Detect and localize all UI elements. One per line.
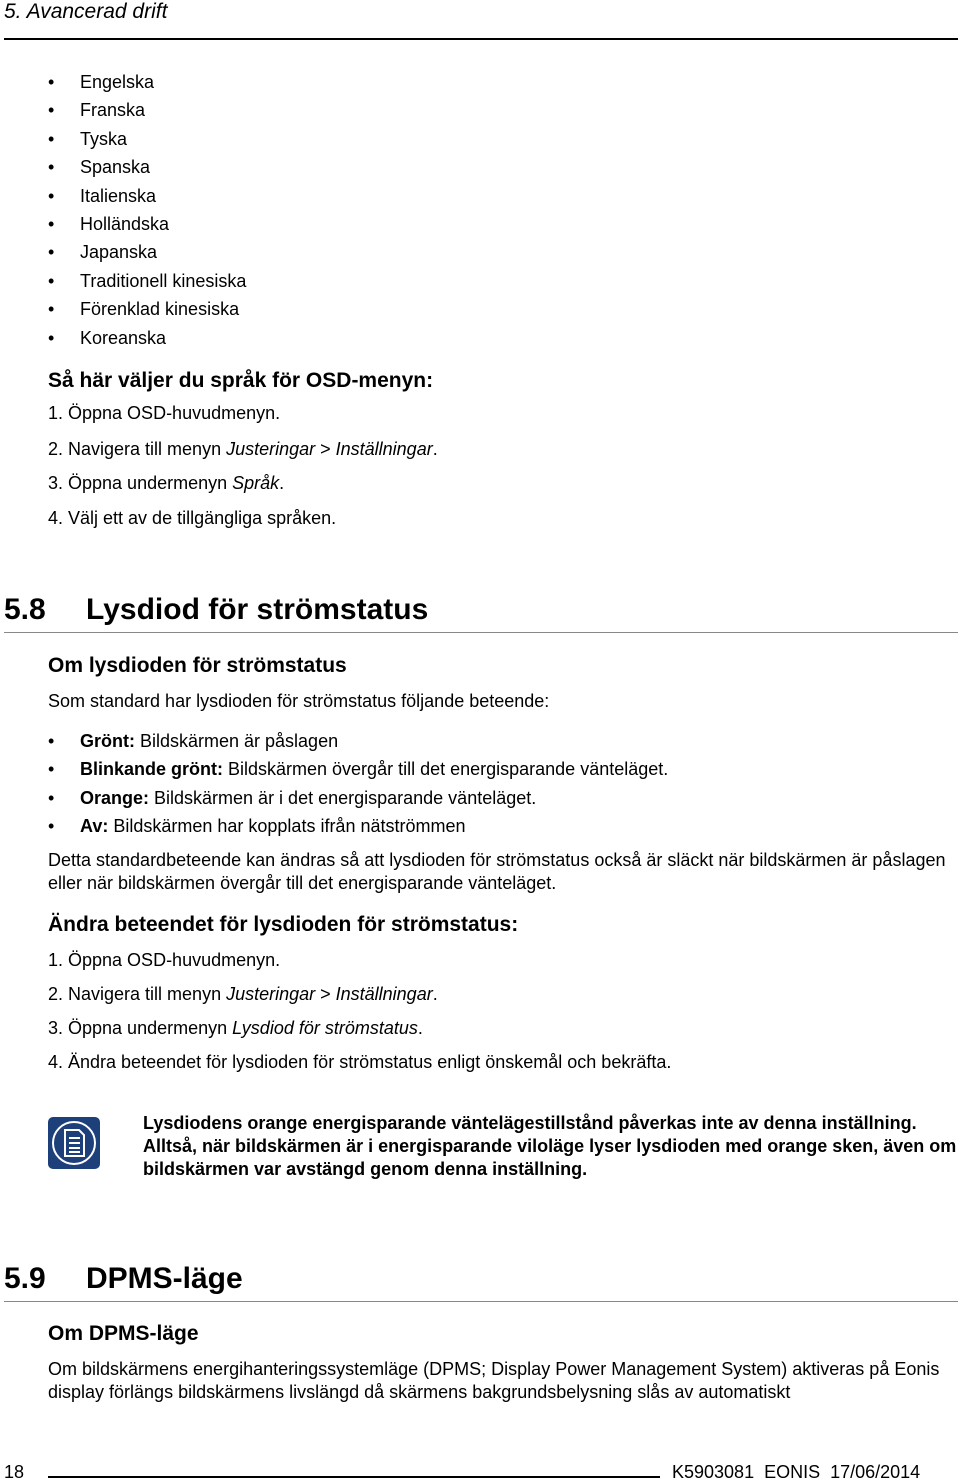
- change-led-heading: Ändra beteendet för lysdioden för strömstatus:: [48, 913, 519, 936]
- section-5-8-title: Lysdiod för strömstatus: [86, 593, 429, 626]
- led-state-label: Blinkande grönt:: [80, 759, 223, 780]
- osd-step-4: 4. Välj ett av de tillgängliga språken.: [48, 508, 337, 528]
- language-list: [47, 68, 246, 352]
- language-item: • Franska: [47, 96, 246, 124]
- section-5-8-paragraph: Detta standardbeteende kan ändras så att lysdioden för strömstatus också är släckt när bildskärmen är påslagen eller när bildskärmen övergår till det energisparande vänteläget.: [48, 850, 946, 893]
- language-item: • Traditionell kinesiska: [47, 267, 246, 295]
- osd-step-3: 3. Öppna undermenyn Språk.: [48, 473, 285, 493]
- section-5-9-title: DPMS-läge: [86, 1262, 243, 1295]
- page-header-title: 5. Avancerad drift: [4, 0, 168, 23]
- led-state-item: [47, 812, 668, 840]
- led-state-list: [47, 727, 668, 841]
- section-5-8-intro: Som standard har lysdioden för strömstatus följande beteende:: [48, 691, 550, 711]
- led-state-label: Orange:: [80, 787, 150, 808]
- section-5-9-paragraph: Om bildskärmens energihanteringssystemläge (DPMS; Display Power Management System) aktiveras på Eonis display förlängs bildskärmens livslängd då skärmens bakgrundsbelysning slås av automatiskt: [48, 1359, 940, 1402]
- led-step-4: 4. Ändra beteendet för lysdioden för strömstatus enligt önskemål och bekräfta.: [48, 1052, 672, 1072]
- footer-page-number: 18: [4, 1462, 25, 1482]
- led-step-2: 2. Navigera till menyn Justeringar > Inställningar.: [48, 984, 438, 1004]
- language-item: • Koreanska: [47, 324, 246, 352]
- led-state-text: Bildskärmen är påslagen: [134, 731, 339, 751]
- note-text: Lysdiodens orange energisparande väntelägestillstånd påverkas inte av denna inställning. Alltså, när bildskärmen är i energisparande viloläge lyser lysdioden med orange sken, även om bildskärmen var avstängd genom denna inställning.: [143, 1113, 957, 1179]
- led-state-label: Grönt:: [80, 731, 135, 751]
- led-step-3: 3. Öppna undermenyn Lysdiod för strömstatus.: [48, 1018, 423, 1038]
- led-state-item: [47, 727, 668, 755]
- led-state-text: Bildskärmen har kopplats ifrån nätströmmen: [108, 816, 466, 837]
- section-5-8-subheading: Om lysdioden för strömstatus: [48, 654, 347, 677]
- header-rule: [4, 38, 958, 40]
- section-5-8-rule: [4, 632, 958, 633]
- language-item: • Holländska: [47, 210, 246, 238]
- led-step-1: 1. Öppna OSD-huvudmenyn.: [48, 950, 281, 970]
- language-item: • Tyska: [47, 125, 246, 153]
- section-5-9-rule: [4, 1301, 958, 1302]
- language-item: • Engelska: [47, 68, 246, 96]
- footer-rule: [48, 1476, 660, 1478]
- section-5-9-number: 5.9: [4, 1262, 46, 1295]
- osd-step-1: 1. Öppna OSD-huvudmenyn.: [48, 403, 281, 423]
- led-state-text: Bildskärmen är i det energisparande vänteläget.: [149, 787, 537, 808]
- language-item: • Italienska: [47, 182, 246, 210]
- note-icon: [48, 1117, 100, 1169]
- led-state-item: [47, 755, 668, 783]
- section-5-9-subheading: Om DPMS-läge: [48, 1322, 199, 1345]
- led-state-label: Av:: [80, 816, 109, 837]
- osd-step-2: 2. Navigera till menyn Justeringar > Inställningar.: [48, 439, 438, 459]
- footer-doc-id: K5903081 EONIS 17/06/2014: [672, 1462, 921, 1482]
- section-5-8-number: 5.8: [4, 593, 46, 626]
- language-item: • Japanska: [47, 238, 246, 266]
- language-item: • Spanska: [47, 153, 246, 181]
- language-item: • Förenklad kinesiska: [47, 295, 246, 323]
- led-state-text: Bildskärmen övergår till det energisparande vänteläget.: [223, 759, 669, 780]
- osd-language-heading: Så här väljer du språk för OSD-menyn:: [48, 369, 434, 392]
- led-state-item: [47, 784, 668, 812]
